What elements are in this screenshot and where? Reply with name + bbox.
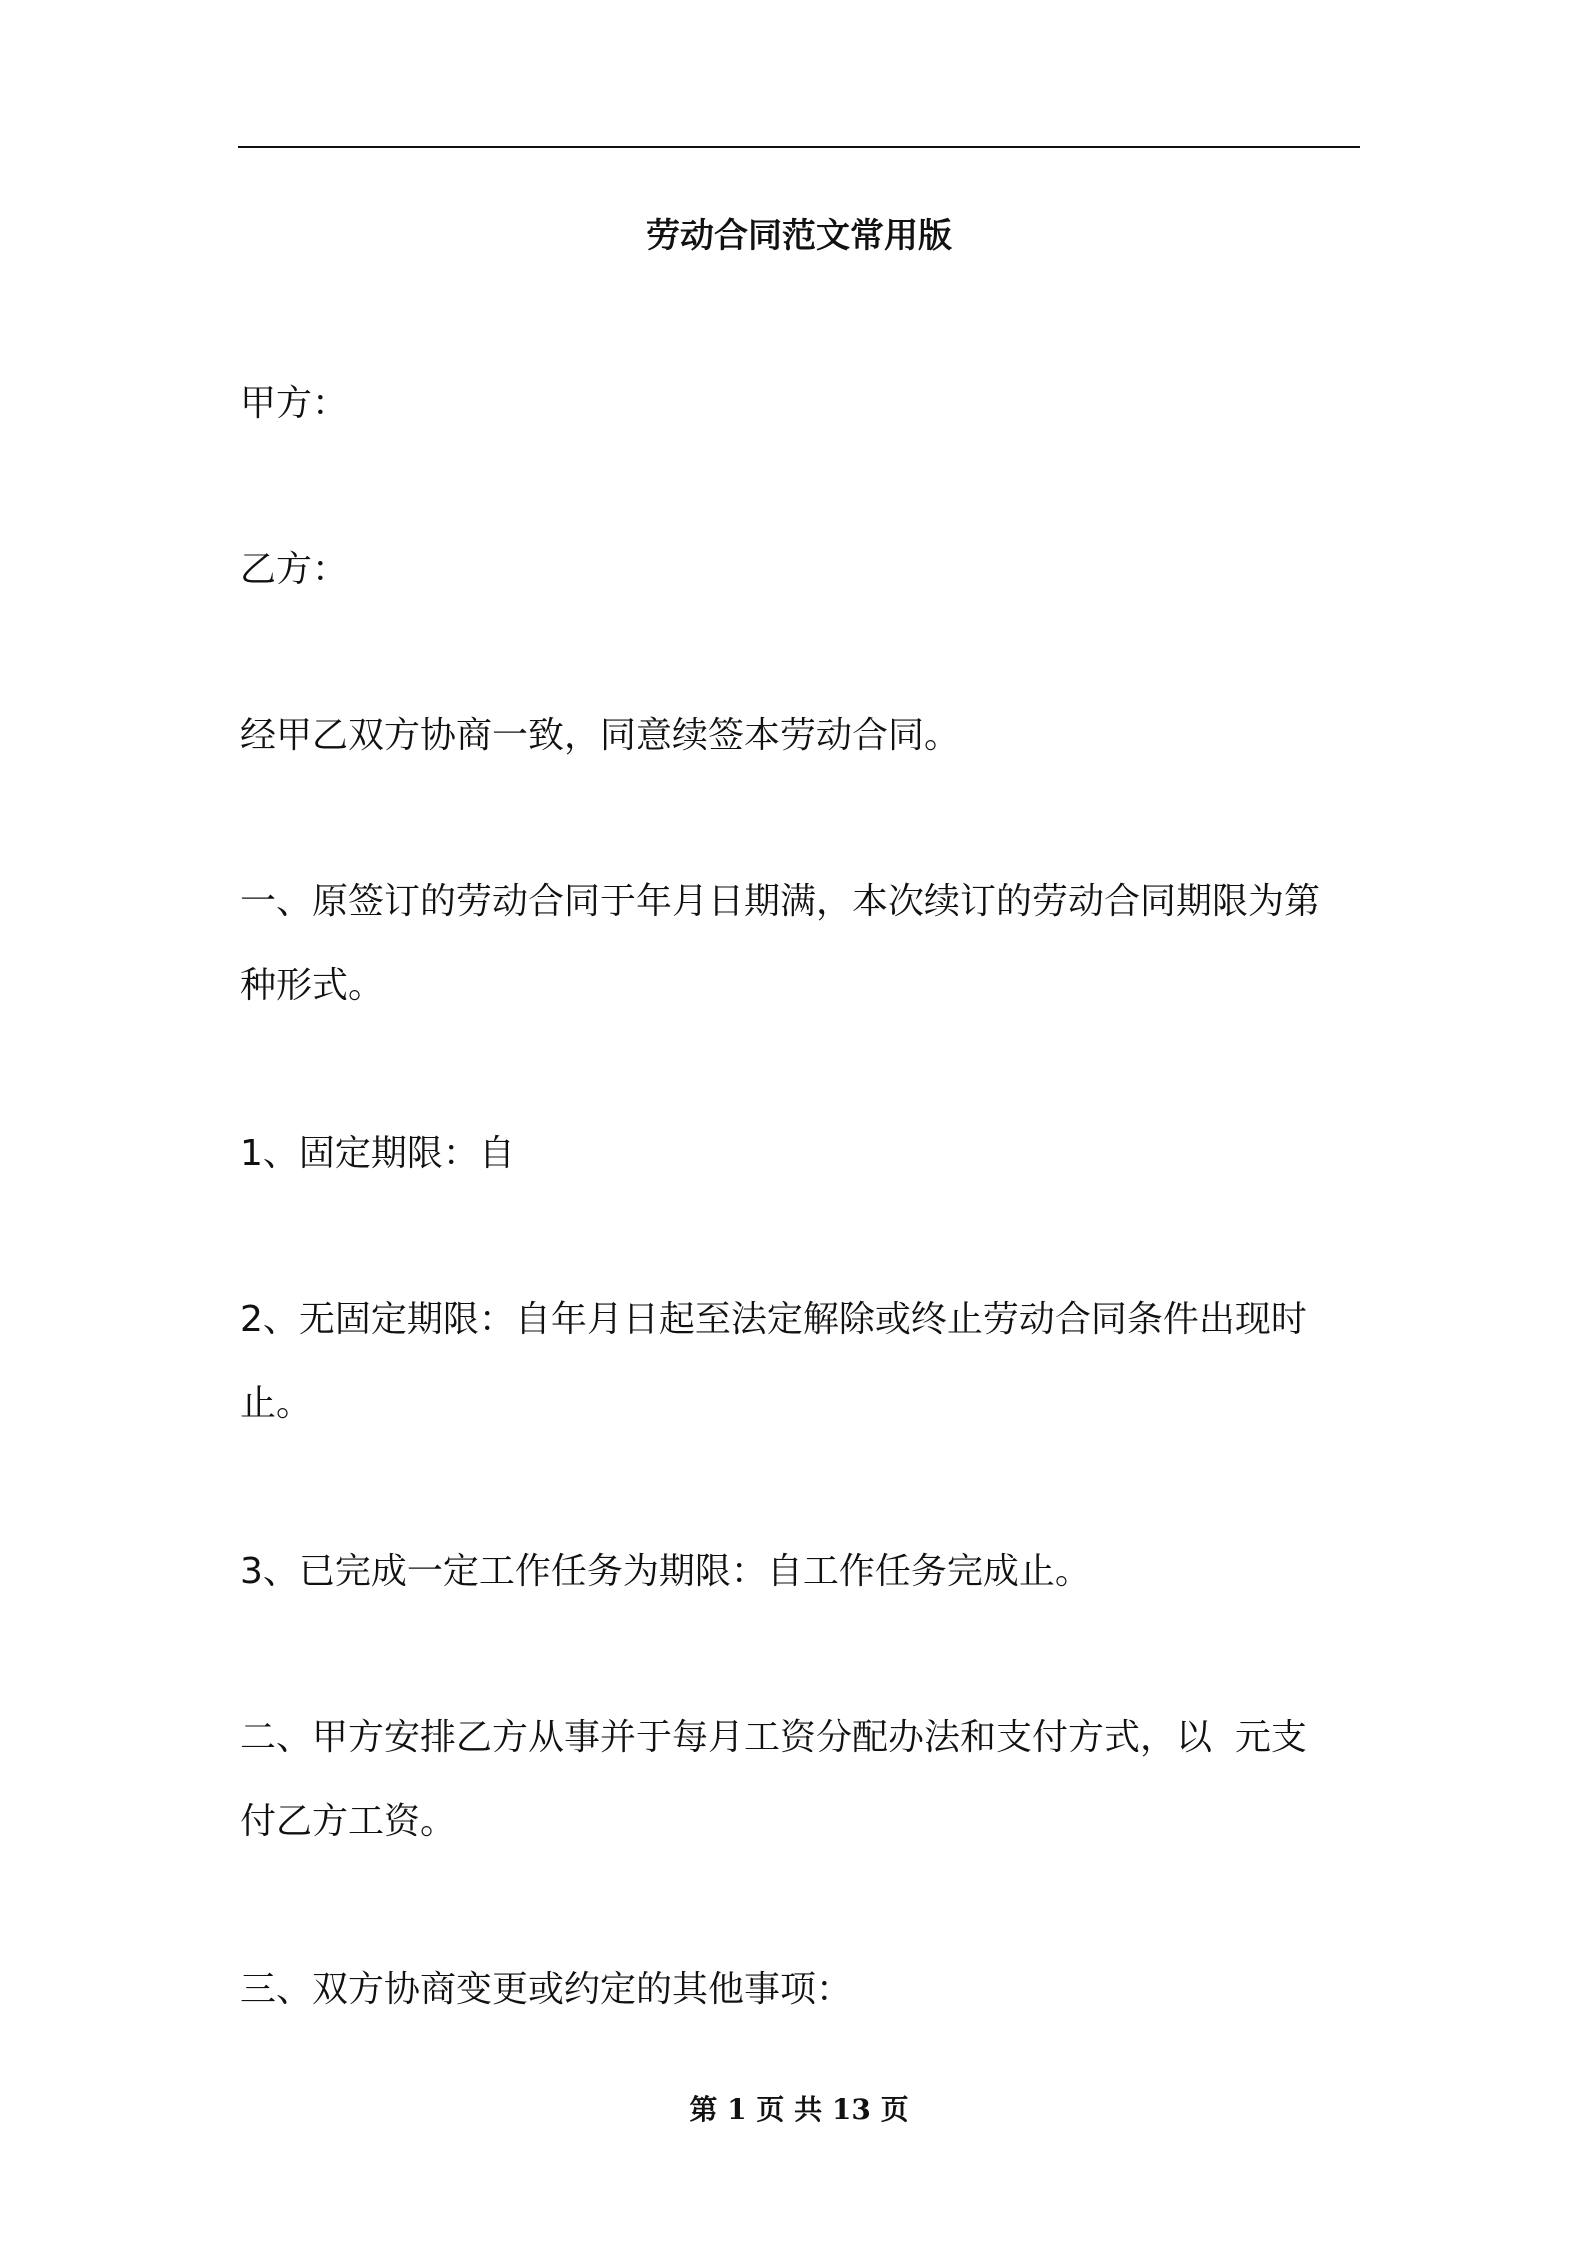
clause-2-paragraph [240, 1696, 1358, 1864]
header-divider [238, 146, 1360, 148]
page-number-footer: 第 1 页 共 13 页 [689, 2093, 909, 2126]
clause-1-line-1: 一、原签订的劳动合同于年月日期满，本次续订的劳动合同期限为第 [240, 881, 1321, 922]
clause-2-line-2: 付乙方工资。 [240, 1801, 457, 1842]
intro-paragraph: 经甲乙双方协商一致，同意续签本劳动合同。 [240, 715, 961, 756]
item-1-paragraph: 1、固定期限：自 [240, 1133, 515, 1174]
item-3-paragraph: 3、已完成一定工作任务为期限：自工作任务完成止。 [240, 1551, 1091, 1592]
party-b-label: 乙方： [240, 549, 349, 590]
clause-1-paragraph [240, 860, 1358, 1028]
clause-2-line-1: 二、甲方安排乙方从事并于每月工资分配办法和支付方式，以 元支 [240, 1717, 1307, 1758]
item-2-line-1: 2、无固定期限：自年月日起至法定解除或终止劳动合同条件出现时 [240, 1299, 1307, 1340]
party-a-label: 甲方： [240, 383, 349, 424]
clause-3-paragraph: 三、双方协商变更或约定的其他事项： [240, 1969, 853, 2010]
item-2-paragraph [240, 1278, 1358, 1446]
item-2-line-2: 止。 [240, 1383, 313, 1424]
clause-1-line-2: 种形式。 [240, 965, 385, 1006]
document-title: 劳动合同范文常用版 [646, 216, 952, 256]
